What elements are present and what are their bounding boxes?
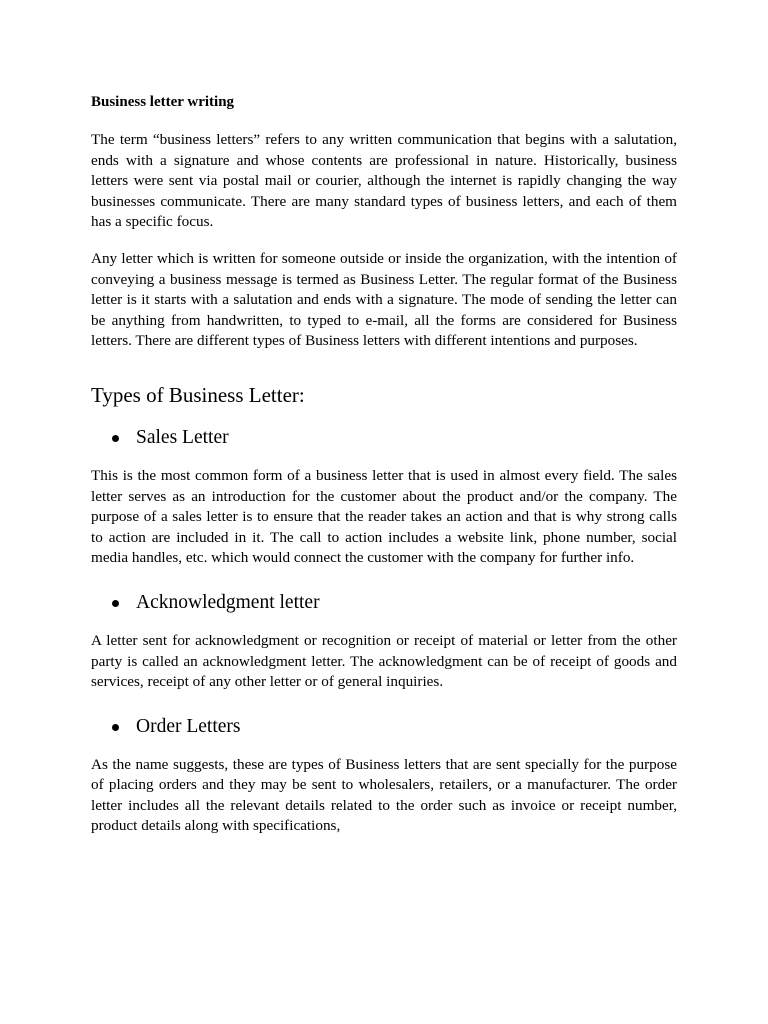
section-sales-letter xyxy=(91,426,677,569)
bullet-heading xyxy=(91,591,677,615)
types-heading: Types of Business Letter: xyxy=(91,382,305,407)
section-heading-text: Acknowledgment letter xyxy=(136,591,320,613)
bullet-heading xyxy=(91,715,677,739)
section-body: A letter sent for acknowledgment or recognition or receipt of material or letter from the other party is called an acknowledgment letter. The acknowledgment can be of receipt of goods and services, receipt of any other letter or of general inquiries. xyxy=(91,631,677,691)
document-page xyxy=(91,92,677,859)
section-heading-text: Order Letters xyxy=(136,715,241,737)
bullet-dot-icon xyxy=(112,724,119,731)
document-title: Business letter writing xyxy=(91,94,235,110)
section-acknowledgment-letter xyxy=(91,591,677,693)
section-body: This is the most common form of a business letter that is used in almost every field. The sales letter serves as an introduction for the customer about the product and/or the company. The purpose of a sales letter is to ensure that the reader takes an action and that is why strong calls to action are included in it. The call to action includes a website link, phone number, social media handles, etc. which would connect the customer with the company for further info. xyxy=(91,466,677,567)
intro-paragraph-2: Any letter which is written for someone outside or inside the organization, with the intention of conveying a business message is termed as Business Letter. The regular format of the Business letter is it starts with a salutation and ends with a signature. The mode of sending the letter can be anything from handwritten, to typed to e-mail, all the forms are considered for Business letters. There are different types of Business letters with different intentions and purposes. xyxy=(91,249,677,350)
intro-paragraph-1: The term “business letters” refers to any written communication that begins with a salutation, ends with a signature and whose contents are professional in nature. Historically, business letters were sent via postal mail or courier, although the internet is rapidly changing the way businesses communicate. There are many standard types of business letters, and each of them has a specific focus. xyxy=(91,131,677,231)
bullet-heading xyxy=(91,426,677,450)
section-heading-text: Sales Letter xyxy=(136,426,229,448)
bullet-dot-icon xyxy=(112,600,119,607)
section-body: As the name suggests, these are types of Business letters that are sent specially for the purpose of placing orders and they may be sent to wholesalers, retailers, or a manufacturer. The order letter includes all the relevant details related to the order such as invoice or receipt number, product details along with specifications, xyxy=(91,755,677,835)
bullet-dot-icon xyxy=(112,435,119,442)
section-order-letters xyxy=(91,715,677,837)
